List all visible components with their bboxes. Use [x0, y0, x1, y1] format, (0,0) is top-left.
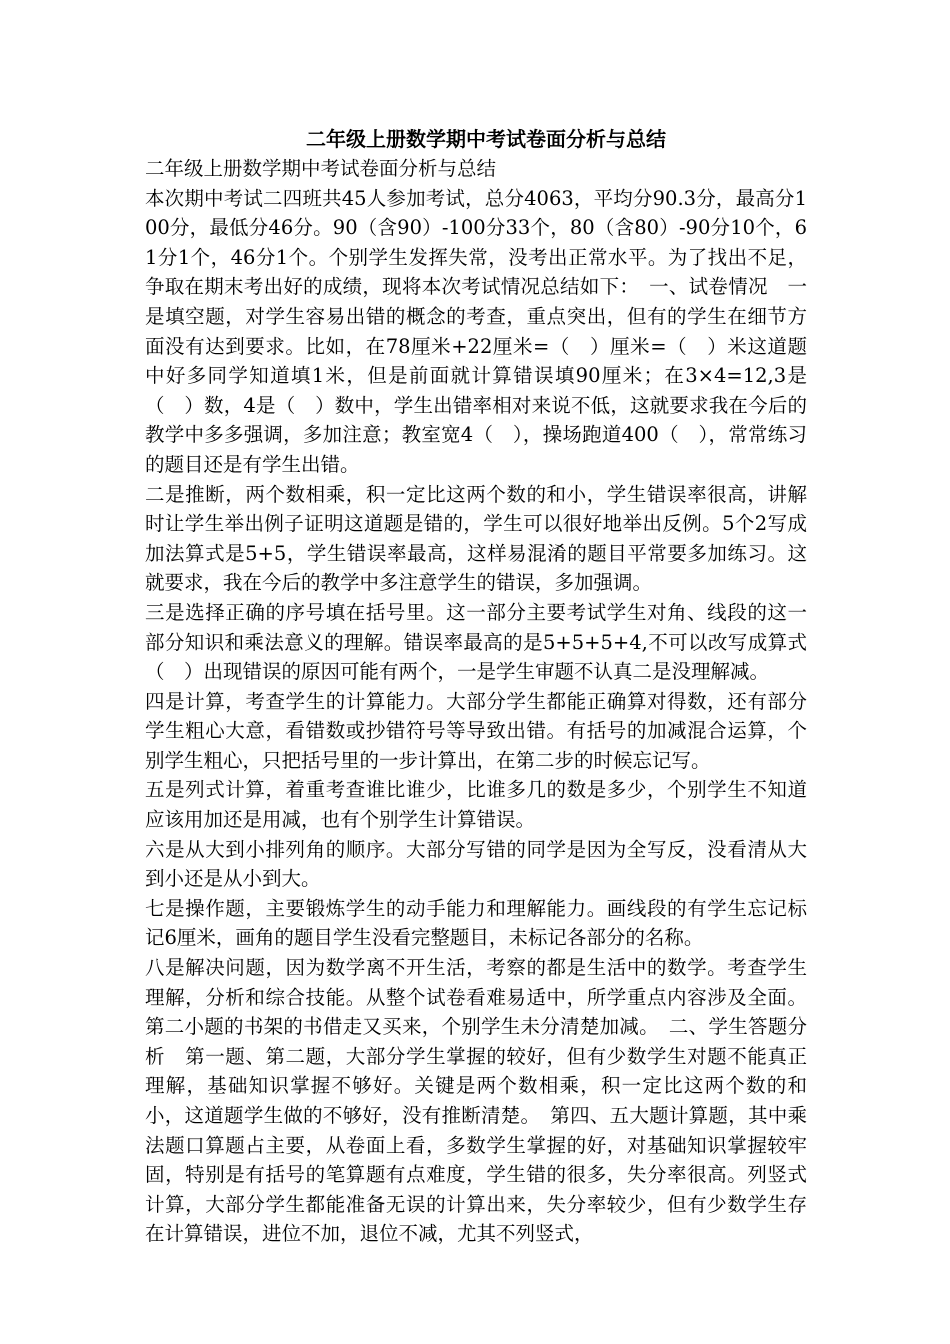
paragraph-choice: 三是选择正确的序号填在括号里。这一部分主要考试学生对角、线段的这一部分知识和乘法意义的理解。错误率最高的是5+5+5+4,不可以改写成算式（ ）出现错误的原因可能有两个，一是学生审题不认真二是没理解减。	[145, 600, 807, 684]
paragraph-judgement: 二是推断，两个数相乘，积一定比这两个数的和小，学生错误率很高，讲解时让学生举出例子证明这道题是错的，学生可以很好地举出反例。5个2写成加法算式是5+5，学生错误率最高，这样易混淆的题目平常要多加练习。这就要求，我在今后的教学中多注意学生的错误，多加强调。	[145, 482, 807, 595]
document-title: 二年级上册数学期中考试卷面分析与总结	[306, 127, 666, 151]
paragraph-operation: 七是操作题，主要锻炼学生的动手能力和理解能力。画线段的有学生忘记标记6厘米，画角的题目学生没看完整题目，未标记各部分的名称。	[145, 896, 807, 950]
document-page	[145, 124, 807, 1249]
paragraph-problem-solving: 八是解决问题，因为数学离不开生活，考察的都是生活中的数学。考查学生理解，分析和综合技能。从整个试卷看难易适中，所学重点内容涉及全面。第二小题的书架的书借走又买来，个别学生未分清楚加减。 二、学生答题分析 第一题、第二题，大部分学生掌握的较好，但有少数学生对题不能真正理解，基础知识掌握不够好。关键是两个数相乘，积一定比这两个数的和小，这道题学生做的不够好，没有推断清楚。 第四、五大题计算题，其中乘法题口算题占主要，从卷面上看，多数学生掌握的好，对基础知识掌握较牢固，特别是有括号的笔算题有点难度，学生错的很多，失分率很高。列竖式计算，大部分学生都能准备无误的计算出来，失分率较少，但有少数学生存在计算错误，进位不加，退位不减，尤其不列竖式，	[145, 956, 807, 1246]
paragraph-overview: 本次期中考试二四班共45人参加考试，总分4063，平均分90.3分，最高分100分，最低分46分。90（含90）-100分33个，80（含80）-90分10个，61分1个，46分1个。个别学生发挥失常，没考出正常水平。为了找出不足，争取在期末考出好的成绩，现将本次考试情况总结如下： 一、试卷情况 一是填空题，对学生容易出错的概念的考查，重点突出，但有的学生在细节方面没有达到要求。比如，在78厘米+22厘米=（ ）厘米=（ ）米这道题中好多同学知道填1米，但是前面就计算错误填90厘米；在3×4=12,3是（ ）数，4是（ ）数中，学生出错率相对来说不低，这就要求我在今后的教学中多多强调，多加注意；教室宽4（ ），操场跑道400（ ），常常练习的题目还是有学生出错。	[145, 186, 807, 476]
paragraph-calculation: 四是计算，考查学生的计算能力。大部分学生都能正确算对得数，还有部分学生粗心大意，看错数或抄错符号等导致出错。有括号的加减混合运算，个别学生粗心，只把括号里的一步计算出，在第二步的时候忘记写。	[145, 689, 807, 772]
paragraph-angle-order: 六是从大到小排列角的顺序。大部分写错的同学是因为全写反，没看清从大到小还是从小到大。	[145, 837, 807, 891]
paragraph-subtitle: 二年级上册数学期中考试卷面分析与总结	[145, 157, 497, 180]
paragraph-equation: 五是列式计算，着重考查谁比谁少，比谁多几的数是多少，个别学生不知道应该用加还是用减，也有个别学生计算错误。	[145, 778, 807, 832]
